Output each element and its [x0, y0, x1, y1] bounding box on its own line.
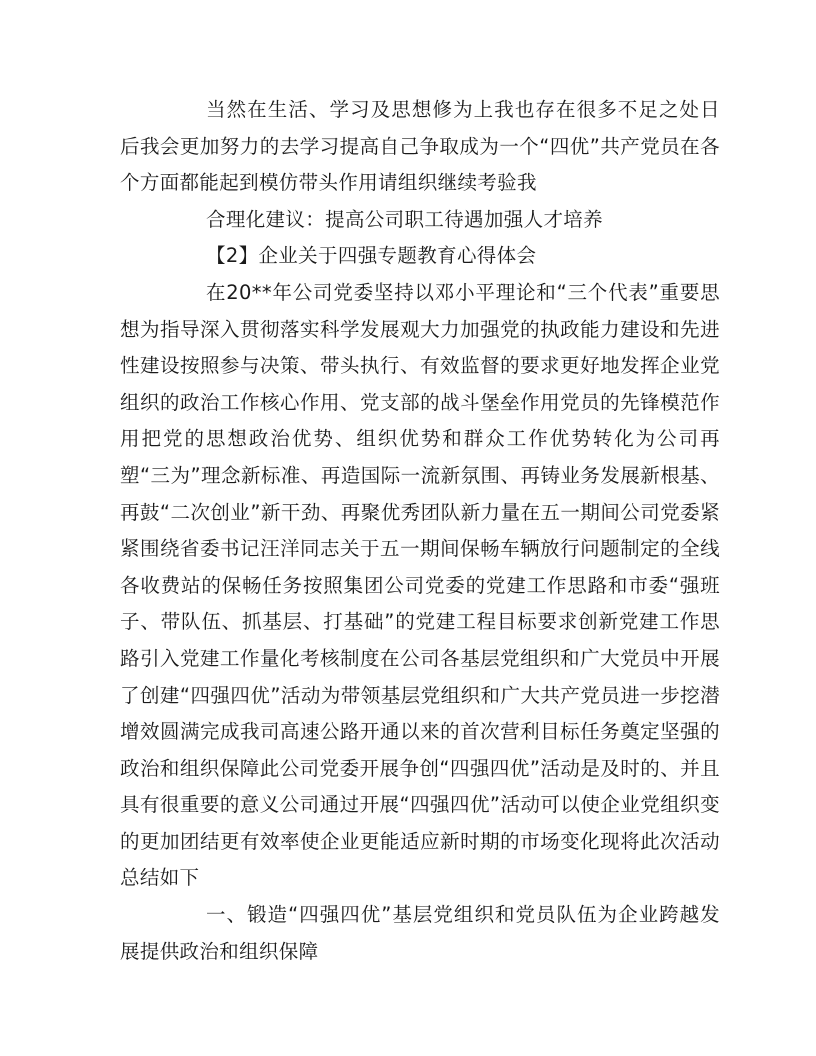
section-heading-one: 一、锻造“四强四优”基层党组织和党员队伍为企业跨越发展提供政治和组织保障: [120, 903, 720, 963]
section-heading-2: 【2】企业关于四强专题教育心得体会: [206, 244, 537, 268]
paragraph-rationalization-suggestion: 合理化建议：提高公司职工待遇加强人才培养: [206, 207, 604, 231]
document-body: [120, 92, 720, 970]
paragraph-main-body: 在20**年公司党委坚持以邓小平理论和“三个代表”重要思想为指导深入贯彻落实科学发展观大力加强党的执政能力建设和先进性建设按照参与决策、带头执行、有效监督的要求更好地发挥企业党组织的政治工作核心作用、党支部的战斗堡垒作用党员的先锋模范作用把党的思想政治优势、组织优势和群众工作优势转化为公司再塑“三为”理念新标准、再造国际一流新氛围、再铸业务发展新根基、再鼓“二次创业”新干劲、再聚优秀团队新力量在五一期间公司党委紧紧围绕省委书记汪洋同志关于五一期间保畅车辆放行问题制定的全线各收费站的保畅任务按照集团公司党委的党建工作思路和市委“强班子、带队伍、抓基层、打基础”的党建工程目标要求创新党建工作思路引入党建工作量化考核制度在公司各基层党组织和广大党员中开展了创建“四强四优”活动为带领基层党组织和广大共产党员进一步挖潜增效圆满完成我司高速公路开通以来的首次营利目标任务奠定坚强的政治和组织保障此公司党委开展争创“四强四优”活动是及时的、并且具有很重要的意义公司通过开展“四强四优”活动可以使企业党组织变的更加团结更有效率使企业更能适应新时期的市场变化现将此次活动总结如下: [120, 280, 720, 890]
paragraph-self-improvement: 当然在生活、学习及思想修为上我也存在很多不足之处日后我会更加努力的去学习提高自己争取成为一个“四优”共产党员在各个方面都能起到模仿带头作用请组织继续考验我: [120, 98, 720, 195]
